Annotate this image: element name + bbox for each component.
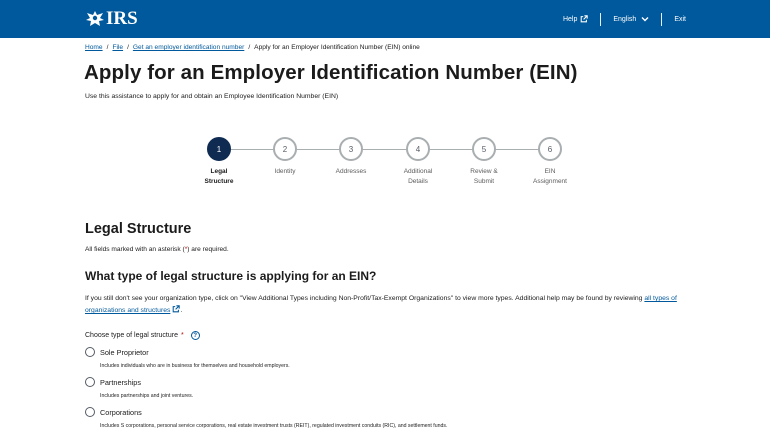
breadcrumb: Home / File / Get an employer identification number / Apply for an Employer Identification Number (EIN) online: [85, 44, 420, 51]
nav-divider: [600, 13, 601, 26]
radio-button[interactable]: [85, 407, 95, 417]
help-label: Help: [562, 15, 578, 23]
step-additional-details: [388, 137, 448, 187]
nav-divider: [661, 13, 662, 26]
step-label: Legal Structure: [204, 168, 234, 185]
legal-structure-field-label: Choose type of legal structure * ?: [85, 331, 200, 340]
option-label: Corporations: [100, 407, 142, 417]
external-link-icon: [580, 15, 588, 23]
page-title: Apply for an Employer Identification Number (EIN): [84, 61, 578, 84]
option-description: Includes S corporations, personal service corporations, real estate investment trusts (REIT), regulated investment conduits (RIC), and settlement funds.: [100, 423, 448, 429]
breadcrumb-current: Apply for an Employer Identification Number (EIN) online: [254, 44, 420, 51]
step-circle: 5: [472, 137, 496, 161]
exit-label: Exit: [674, 15, 686, 23]
required-note: All fields marked with an asterisk (*) are required.: [85, 246, 229, 253]
page-subtitle: Use this assistance to apply for and obtain an Employee Identification Number (EIN): [85, 93, 339, 100]
step-circle: 2: [273, 137, 297, 161]
breadcrumb-get-ein[interactable]: Get an employer identification number: [132, 44, 245, 51]
option-label: Partnerships: [100, 377, 141, 387]
radio-button[interactable]: [85, 377, 95, 387]
option-description: Includes individuals who are in business for themselves and household employers.: [100, 363, 290, 369]
legal-structure-question: What type of legal structure is applying for an EIN?: [85, 269, 377, 283]
language-label: English: [613, 15, 637, 23]
site-header: [0, 0, 770, 38]
logo-text: IRS: [106, 8, 138, 29]
option-partnerships[interactable]: [85, 377, 685, 399]
required-asterisk: *: [181, 332, 184, 339]
required-asterisk: *: [184, 246, 188, 253]
help-link[interactable]: [563, 15, 588, 23]
step-review-submit: [454, 137, 514, 187]
option-corporations[interactable]: [85, 407, 685, 429]
step-circle: 6: [538, 137, 562, 161]
help-question-icon[interactable]: ?: [191, 331, 200, 340]
option-description: Includes partnerships and joint ventures.: [100, 393, 194, 399]
breadcrumb-file[interactable]: File: [112, 44, 124, 51]
step-identity: [255, 137, 315, 177]
eagle-icon: [85, 10, 105, 28]
language-select[interactable]: [613, 16, 649, 23]
irs-logo[interactable]: [85, 9, 138, 29]
header-nav: [563, 0, 686, 38]
step-circle: 4: [406, 137, 430, 161]
option-sole-proprietor[interactable]: [85, 347, 685, 369]
step-label: Additional Details: [403, 168, 433, 185]
step-legal-structure: [189, 137, 249, 187]
breadcrumb-home[interactable]: Home: [85, 44, 103, 51]
option-label: Sole Proprietor: [100, 347, 149, 357]
step-label: EIN Assignment: [533, 168, 567, 185]
radio-button[interactable]: [85, 347, 95, 357]
exit-link[interactable]: [674, 16, 686, 23]
section-title: Legal Structure: [85, 221, 192, 237]
step-circle: 3: [339, 137, 363, 161]
step-label: Identity: [274, 168, 296, 175]
step-addresses: [321, 137, 381, 177]
step-circle: 1: [207, 137, 231, 161]
help-text: If you still don't see your organization type, click on "View Additional Types including Non-Profit/Tax-Exempt Organizations" to view more types. Additional help may be found by reviewing all types of organizations and structures .: [85, 295, 677, 314]
step-label: Addresses: [335, 168, 367, 175]
chevron-down-icon: [641, 16, 649, 22]
progress-stepper: [0, 137, 770, 197]
step-label: Review & Submit: [470, 168, 498, 185]
step-ein-assignment: [520, 137, 580, 187]
organization-types-link[interactable]: all types of organizations and structures: [85, 295, 677, 314]
